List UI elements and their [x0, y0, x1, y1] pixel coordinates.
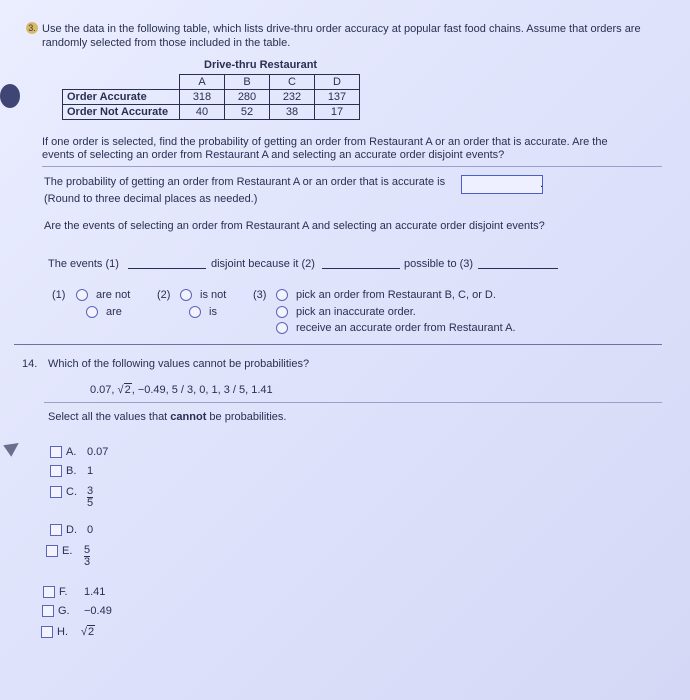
table-cell: 280	[225, 90, 270, 105]
radio-accurate-restaurant-a[interactable]	[276, 322, 288, 334]
fraction-numerator: 5	[84, 544, 91, 556]
option-value	[81, 626, 95, 638]
radio-label: are not	[96, 289, 131, 301]
divider	[42, 166, 662, 167]
option-value: 1	[87, 465, 94, 477]
option-letter: D.	[66, 524, 77, 536]
blank-label-1: The events (1)	[48, 258, 119, 270]
radio-inaccurate-order[interactable]	[276, 306, 288, 318]
answer-blank-1[interactable]	[128, 268, 206, 269]
option-letter: H.	[57, 626, 68, 638]
table-cell: 137	[315, 90, 360, 105]
radio-are[interactable]	[86, 306, 98, 318]
table-row	[63, 105, 360, 120]
radio-restaurant-bcd[interactable]	[276, 289, 288, 301]
blank-label-2: disjoint because it (2)	[211, 258, 315, 270]
checkbox-option-c[interactable]	[50, 486, 62, 498]
answer-blank-2[interactable]	[322, 268, 400, 269]
table-col-header: D	[315, 75, 360, 90]
table-row-label: Order Not Accurate	[63, 105, 180, 120]
table-cell: 40	[180, 105, 225, 120]
option-group-2-tag: (2)	[157, 289, 171, 301]
select-instruction	[48, 411, 286, 423]
sqrt-argument: 2	[88, 626, 95, 638]
option-letter: G.	[58, 605, 70, 617]
option-value: 0	[87, 524, 94, 536]
data-table	[62, 74, 360, 120]
radio-label: are	[106, 306, 122, 318]
radio-label: pick an inaccurate order.	[296, 306, 416, 318]
option-value: 1.41	[84, 586, 106, 598]
table-row	[63, 90, 360, 105]
option-value: −0.49	[84, 605, 112, 617]
divider	[44, 402, 662, 403]
radio-is-not[interactable]	[180, 289, 192, 301]
instruction-text: be probabilities.	[206, 411, 287, 423]
question-text: If one order is selected, find the probability of getting an order from Restaurant A or an order that is accurate. Are the events of selecting an order from Restaurant A and selecting an accurate order disjoint events?	[42, 136, 608, 161]
radio-is[interactable]	[189, 306, 201, 318]
question-text: Which of the following values cannot be probabilities?	[48, 358, 310, 370]
radio-label: is	[209, 306, 217, 318]
table-col-header: C	[270, 75, 315, 90]
option-value: 0.07	[87, 446, 109, 458]
checkbox-option-a[interactable]	[50, 446, 62, 458]
option-letter: B.	[66, 465, 77, 477]
option-group-3-tag: (3)	[253, 289, 267, 301]
sqrt-icon: √	[81, 626, 88, 638]
table-caption: Drive-thru Restaurant	[204, 59, 318, 71]
table-cell: 318	[180, 90, 225, 105]
values-line	[90, 384, 273, 396]
dark-blob-decoration	[0, 84, 20, 108]
checkbox-option-f[interactable]	[43, 586, 55, 598]
option-letter: E.	[62, 545, 73, 557]
fraction-denominator: 3	[84, 556, 91, 568]
checkbox-option-d[interactable]	[50, 524, 62, 536]
prompt-period: .	[540, 178, 544, 190]
radio-label: pick an order from Restaurant B, C, or D.	[296, 289, 496, 301]
rounding-note: (Round to three decimal places as needed.)	[44, 193, 258, 205]
question-number: 14.	[22, 358, 38, 370]
radio-label: receive an accurate order from Restaurant A.	[296, 322, 516, 334]
checkbox-option-b[interactable]	[50, 465, 62, 477]
table-col-header: A	[180, 75, 225, 90]
table-corner	[63, 75, 180, 90]
option-letter: F.	[59, 586, 68, 598]
answer-blank-3[interactable]	[478, 268, 558, 269]
table-cell: 232	[270, 90, 315, 105]
option-letter: C.	[66, 486, 77, 498]
table-cell: 52	[225, 105, 270, 120]
probability-answer-input[interactable]	[461, 175, 543, 194]
option-fraction	[84, 545, 90, 568]
divider	[14, 344, 662, 345]
table-cell: 38	[270, 105, 315, 120]
blank-label-3: possible to (3)	[404, 258, 474, 270]
instruction-emphasis: cannot	[170, 411, 207, 423]
option-fraction	[87, 486, 93, 509]
instruction-text: Select all the values that	[48, 411, 171, 423]
sqrt-icon: √	[117, 384, 124, 396]
option-group-1-tag: (1)	[52, 289, 66, 301]
radio-are-not[interactable]	[76, 289, 88, 301]
table-cell: 17	[315, 105, 360, 120]
disjoint-question: Are the events of selecting an order from Restaurant A and selecting an accurate order disjoint events?	[44, 220, 545, 232]
checkbox-option-h[interactable]	[41, 626, 53, 638]
question-intro: Use the data in the following table, which lists drive-thru order accuracy at popular fast food chains. Assume that orders are randomly selected from those included in the table.	[42, 23, 641, 49]
checkbox-option-g[interactable]	[42, 605, 54, 617]
question-number-badge: 3.	[26, 22, 38, 34]
fraction-denominator: 5	[87, 497, 94, 509]
table-header-row	[63, 75, 360, 90]
table-col-header: B	[225, 75, 270, 90]
probability-prompt: The probability of getting an order from Restaurant A or an order that is accurate is	[44, 176, 446, 188]
option-letter: A.	[66, 446, 77, 458]
radio-label: is not	[200, 289, 227, 301]
checkbox-option-e[interactable]	[46, 545, 58, 557]
table-row-label: Order Accurate	[63, 90, 180, 105]
value-text: , −0.49, 5 / 3, 0, 1, 3 / 5, 1.41	[131, 384, 273, 396]
mouse-cursor-icon	[3, 437, 22, 456]
value-text: 0.07,	[90, 384, 118, 396]
sqrt-argument: 2	[124, 384, 131, 396]
fraction-numerator: 3	[87, 485, 94, 497]
